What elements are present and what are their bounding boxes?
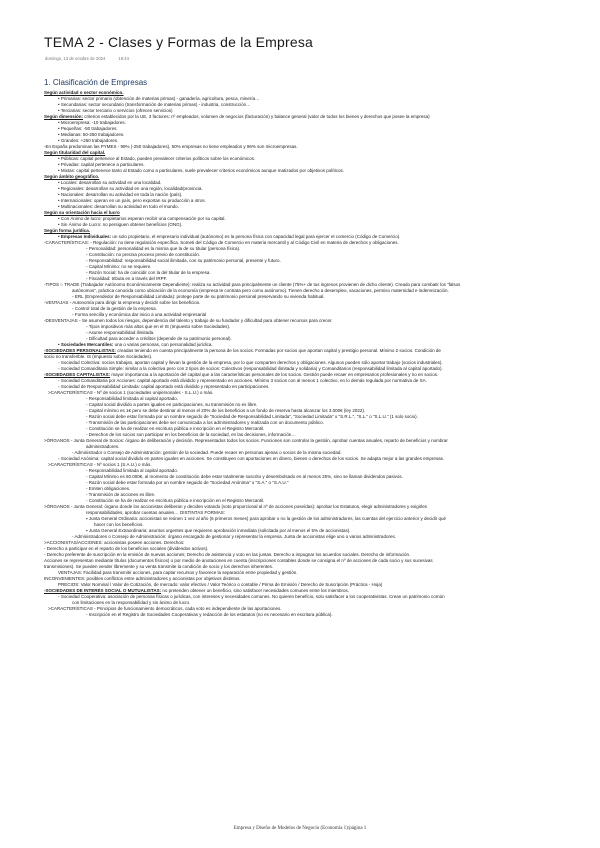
mercantiles-label: Sociedades Mercantiles:: [60, 342, 114, 347]
list-item: - Administrador o Consejo de Administración: gestión de la sociedad. Puede recaer en personas ajenas o socios de la misma sociedad.: [44, 450, 560, 456]
coop-tag: >CARACTERÍSTICAS: [48, 606, 93, 611]
dimension-note: -En España predominan las PYMES - 99% (-250 trabajadores), 50% empresas no tiene empleados y 96% son microempresas.: [44, 144, 298, 149]
list-item: - Razón social debe estar formada por un nombre seguido de "Sociedad Anónima" o "S.A." o "S.A.U.": [44, 480, 560, 486]
subheading-ambito: Según ámbito geográfico.: [44, 174, 100, 179]
list-item: - Transmisión de acciones es libre.: [44, 492, 560, 498]
list-item: • Internacionales: operan en un país, pero exportan su producción a otros.: [44, 198, 560, 204]
list-item: hacer con los beneficios.: [94, 522, 144, 527]
list-item: • Públicas: capital pertenece al Estado, pueden prevalecer criterios políticos sobre los económicos.: [44, 156, 560, 162]
list-item: • Privadas: capital pertenece a particulares.: [44, 162, 560, 168]
subheading-actividad: Según actividad o sector económico.: [44, 90, 124, 95]
list-item: ▪ Junta General Extraordinaria: asuntos urgentes que requieren aprobación inmediata (solicitada por al menos el 5% de accionistas).: [44, 528, 560, 534]
desventajas-tag: -DESVENTAJAS: [44, 318, 78, 323]
list-item: - Constitución se ha de realizar en escritura pública e inscripción en el Registro Mercantil.: [44, 498, 560, 504]
time-text: 18:44: [118, 56, 129, 61]
list-item: ◦ Sociedad de Responsabilidad Limitada: capital aportado está dividido y representado en participaciones.: [44, 384, 560, 390]
page-meta: [45, 56, 141, 61]
list-item: ◦ Constitución: no precisa proceso previo de constitución.: [44, 252, 560, 258]
list-item: • Microempresa: -10 trabajadores.: [44, 120, 560, 126]
srl-tag: >CARACTERÍSTICAS: [48, 390, 93, 395]
list-item: - Derecho preferente de suscripción en la emisión de nuevas acciones; Derecho de asistencia y voto en las juntas. Derecho a impugnar los acuerdos sociales. Derecho de información.: [44, 552, 560, 558]
list-item: ◦ Regulación: no tiene regulación específica. Someti del Código de Comercio en materia mercantil y al Código Civil en materia de derechos y obligaciones.: [90, 240, 399, 245]
personalistas-tag: -SOCIEDADES PERSONALISTAS:: [44, 348, 116, 353]
list-item: ◦ Personalidad: personalidad es la misma que la de su titular (persona física).: [44, 246, 560, 252]
list-item: • Grandes: +250 trabajadores.: [44, 138, 560, 144]
list-item: ◦ Control total de la gestión de la empresa.: [44, 306, 560, 312]
list-item: autónomos", práctica conocida como ubicación de la economía (empresa te contrata pero como autónomo). Tienen derecho a desempleo, vacaciones, permiso maternidad e indemnización.: [72, 288, 449, 293]
list-item: con limitaciones en la responsabilidad y sin ánimo de lucro.: [72, 600, 191, 605]
list-item: administradores.: [86, 444, 120, 449]
list-item: ◦ Dificultad para acceder a créditos (depende de su patrimonio personal).: [44, 336, 560, 342]
list-item: • Pequeñas: -50 trabajadores.: [44, 126, 560, 132]
subheading-dimension: Según dimensión:: [44, 114, 84, 119]
list-item: - Derecho a participar en el reparto de los beneficios sociales (dividendos activos).: [44, 546, 560, 552]
list-item: ◦ Se asumen todos los riesgos, dependencia del talento y trabajo de su fundador y dificultad para obtener recursos para crecer.: [79, 318, 333, 323]
list-item: ◦ Sociedad Comanditaria Simple: similar a la colectiva pero con 2 tipos de socios: Colectivos (responsabilidad ilimitada y solidaria) y Comanditarios (responsabilidad limitada al capital aportado).: [44, 366, 560, 372]
list-item: • Terciarias: sector terciario o servicios (ofrecen servicios): [44, 108, 560, 114]
list-item: • Nacionales: desarrollan su actividad en toda la nación (país).: [44, 192, 560, 198]
list-item: • Locales: desarrollan su actividad en una localidad.: [44, 180, 560, 186]
caracteristicas-tag: -CARACTERÍSTICAS:: [44, 240, 90, 245]
organos-tag: >ÓRGANOS: [44, 438, 70, 443]
personalistas-text: creadas teniendo en cuenta principalmente la persona de los socios. Formadas por socios que aportan capital y prestigio personal. Mínimo 2 socios. Condición de: [117, 348, 441, 353]
page-footer: Empresa y Diseño de Modelos de Negocio (Economía 1)/página 1: [233, 826, 367, 831]
list-item: ▪ Junta General Ordinaria: accionistas se reúnen 1 vez al año (6 primeros meses) para aprobar o no la gestión de los administradores, las cuentas del ejercicio anterior y decidir qué: [44, 516, 560, 522]
social-text: no pretenden obtener un beneficio, sino satisfacer necesidades comunes entre los miembros.: [162, 588, 349, 593]
document-body: [44, 78, 560, 618]
individual-text: un solo propietario, el empresario individual (autónomo) es la persona física con capacidad legal para ejercer el comercio (Código de Comercio).: [112, 234, 401, 239]
list-item: • Regionales: desarrollan su actividad en una región, localidad/provincia.: [44, 186, 560, 192]
list-item: • Medianas: 50-250 trabajadores.: [44, 132, 560, 138]
capitalistas-text: mayor importancia a la aportación del capital que a las características personales de los socios. Gestión puede recaer en empresarios profesionales y no en socios.: [111, 372, 439, 377]
list-item: - Capital social dividido a partes iguales en participaciones, su transmisión no es libre.: [44, 402, 560, 408]
list-item: ◦ Sociedad Colectiva: socios trabajan, aportan capital y llevan la gestión de la empresa, por lo que comparten derechos y obligaciones. Algunos pueden sólo aportar trabajo (socios industriales).: [44, 360, 560, 366]
acciones-text-2: Acciones se representan mediante títulos (documentos físicos) o por medio de anotaciones en cuenta (inscripciones contables donde se consigna el nº de acciones de cada socio y sus sucesivas: [44, 558, 433, 563]
list-item: - Principios de funcionamiento democráticos, cada voto es independiente de las aportaciones.: [94, 606, 281, 611]
page-title: TEMA 2 - Clases y Formas de la Empresa: [44, 34, 314, 50]
subheading-juridica: Según forma jurídica.: [44, 228, 91, 233]
capitalistas-tag: -SOCIEDADES CAPITALISTAS:: [44, 372, 111, 377]
ventajas-text: VENTAJAS: Facilidad para transmitir acciones, para captar recursos y favorece la separación entre propiedad y gestión.: [58, 570, 298, 575]
list-item: - Derechos de los socios son participar en los beneficios de la sociedad, en las decisiones, información…: [44, 432, 560, 438]
list-item: ◦ Forma sencilla y económica dar inicio a una actividad empresarial: [44, 312, 560, 318]
list-item: - Junta General de Socios: órgano de deliberación y decisión. Representados todos los socios. Funciones son controlar la gestión, aprobar cuentas anuales, reparto de beneficios y nombrar: [71, 438, 448, 443]
list-item: - Razón social debe estar formada por un nombre seguido de "Sociedad de Responsabilidad Limitada", "Sociedad Limitada" o "S.R.L.", "S.L." o "S.L.U." (1 solo socio).: [44, 414, 560, 420]
list-item: - Capital Mínimo es 60.000€, al momento de constitución debe estar totalmente suscrito y desembolsado en al menos 25%, sino se llaman dividendos pasivos.: [44, 474, 560, 480]
list-item: - Emiten obligaciones.: [44, 486, 560, 492]
acciones-text: accionistas poseen acciones. Derechos:: [104, 540, 185, 545]
list-item: ◦ Capital Mínimo: no se requiere.: [44, 264, 560, 270]
list-item: ◦ Responsabilidad: responsabilidad social ilimitada, con su patrimonio personal, presente y futuro.: [44, 258, 560, 264]
individual-label: Empresas Individuales:: [60, 234, 112, 239]
list-item: • Sin Ánimo de Lucro: no persiguen obtener beneficios (ONG).: [44, 222, 560, 228]
list-item: • Con Ánimo de lucro: propietarios esperan recibir una compensación por su capital.: [44, 216, 560, 222]
organos-tag: >ÓRGANOS: [44, 504, 70, 509]
list-item: • Multinacionales: desarrollan su actividad en todo el mundo.: [44, 204, 560, 210]
dimension-text: criterios establecidos por la UE, 3 factores: nº empleados, volumen de negocios (facturación) y balance general (valor de todos los bienes y derechos que posee la empresa): [84, 114, 430, 119]
list-item: - Responsabilidad limitada al capital aportado.: [44, 396, 560, 402]
list-item: • Primarias: sector primario (obtención de materias primas) - ganadería, agricultura, pesca, minería…: [44, 96, 560, 102]
list-item: - Junta General: órgano donde los accionistas deliberan y deciden votando (voto proporcional al nº de acciones poseídas): aprobar los Estatutos, elegir administradores y exigirles: [71, 504, 427, 509]
list-item: - Inscripción en el Registro de Sociedades Cooperativas y redacción de los estatutos (no es necesario en escritura pública).: [44, 612, 560, 618]
list-item: ◦ Sociedad Cooperativa: asociación de personas físicas o jurídicas, con intereses y necesidades comunes. No quieren beneficio, solo satisfacer a los cooperativistas. Crean un patrimonio común: [44, 594, 560, 600]
list-item: • Mixtas: capital pertenece tanto al Estado como a particulares, suele prevalecer criterios económicos aunque matizados por objetivos políticos.: [44, 168, 560, 174]
ventajas-tag: -VENTAJAS: [44, 300, 69, 305]
list-item: ◦ ERL (Emprendedor de Responsabilidad Limitada): protege parte de su patrimonio personal preservando su vivienda habitual.: [44, 294, 560, 300]
list-item: - Administradores o Consejo de Administración: órgano encargado de gestionar y representar la empresa. Junta de accionistas elige uno o varios administradores.: [44, 534, 560, 540]
list-item: - Responsabilidad limitada al capital aportado.: [44, 468, 560, 474]
list-item: ◦ Razón Social: ha de coincidir con la del titular de la empresa.: [44, 270, 560, 276]
social-tag: -SOCIEDADES DE INTERÉS SOCIAL O MUTUALISTAS:: [44, 588, 162, 593]
inconvenientes-text: INCONVENIENTES: posibles conflictos entre administradores y accionistas por objetivos distintos.: [44, 576, 241, 581]
list-item: - Nº de socios 1 (sociedades unipersonales - S.L.U.) o más.: [94, 390, 213, 395]
precios-text: PRECIOS: Valor Nominal / Valor de Cotización, de mercado: valor efectivo / Valor Teórico o contable / Prima de Emisión / Derecho de Suscripción (Práctica - Hoja): [58, 582, 383, 587]
list-item: ◦ Sociedad Anónima: capital social dividido en partes iguales en acciones. Se constituyen con aportaciones en dinero, bienes o derechos de los socios. Se adapta mejor a las grandes empresas.: [44, 456, 560, 462]
sa-tag: >CARACTERÍSTICAS: [48, 462, 93, 467]
subheading-titularidad: Según titularidad del capital.: [44, 150, 106, 155]
list-item: ◦ Asume responsabilidad ilimitada.: [44, 330, 560, 336]
mercantiles-text: una o varias personas, con personalidad jurídica.: [114, 342, 213, 347]
list-item: - Constitución se ha de realizar en escritura pública e inscripción en el Registro Mercantil.: [44, 426, 560, 432]
list-item: TRADE (Trabajador Autónomo Económicamente Dependiente): realiza su actividad para principalmente un cliente (75%+ de tus ingresos provienen de dicho cliente). Creado para combatir los "falsos: [64, 282, 461, 287]
acciones-text-3: transmisiones). Se pueden vender libremente y su venta transmite la condición de socio y los derechos inherentes.: [44, 564, 274, 569]
list-item: - Capital mínimo es 1€ pero se debe destinar al menos el 20% de los beneficios a un fondo de reserva hasta alcanzar los 3.000€ (ley 2022).: [44, 408, 560, 414]
list-item: ◦ Autonomía para dirigir la empresa y decidir sobre los beneficios.: [70, 300, 201, 305]
tipos-tag: -TIPOS ○: [44, 282, 63, 287]
list-item: ◦ Tipos impositivos más altos que en el IS (Impuesto sobre Sociedades).: [44, 324, 560, 330]
acciones-tag: >ACCIONISTAS/ACCIONES:: [44, 540, 103, 545]
date-text: domingo, 13 de octubre de 2024: [45, 56, 106, 61]
personalistas-text-2: socio no transferible. IS (Impuesto sobre Sociedades).: [44, 354, 153, 359]
subheading-lucro: Según su orientación hacia el lucro: [44, 210, 120, 215]
list-item: - Nº socios 1 (S.A.U.) o más.: [94, 462, 151, 467]
list-item: - Transmisión de las participaciones debe ser comunicada a los administradores y realizada con un documento público.: [44, 420, 560, 426]
section-heading: 1. Clasificación de Empresas: [44, 78, 148, 87]
list-item: ◦ Fiscalidad: tributa en a través del IRPF.: [44, 276, 560, 282]
list-item: responsabilidades, aprobar cuentas anuales… DISTINTAS FORMAS:: [86, 510, 225, 515]
list-item: • Secundarias: sector secundario (transformación de materias primas) - industria, construcción…: [44, 102, 560, 108]
list-item: ◦ Sociedad Comanditaria por Acciones: capital aportado está dividido y representado en acciones. Mínimo 3 socios con al menos 1 colectivo, en lo demás regulada por normativa de SA.: [44, 378, 560, 384]
